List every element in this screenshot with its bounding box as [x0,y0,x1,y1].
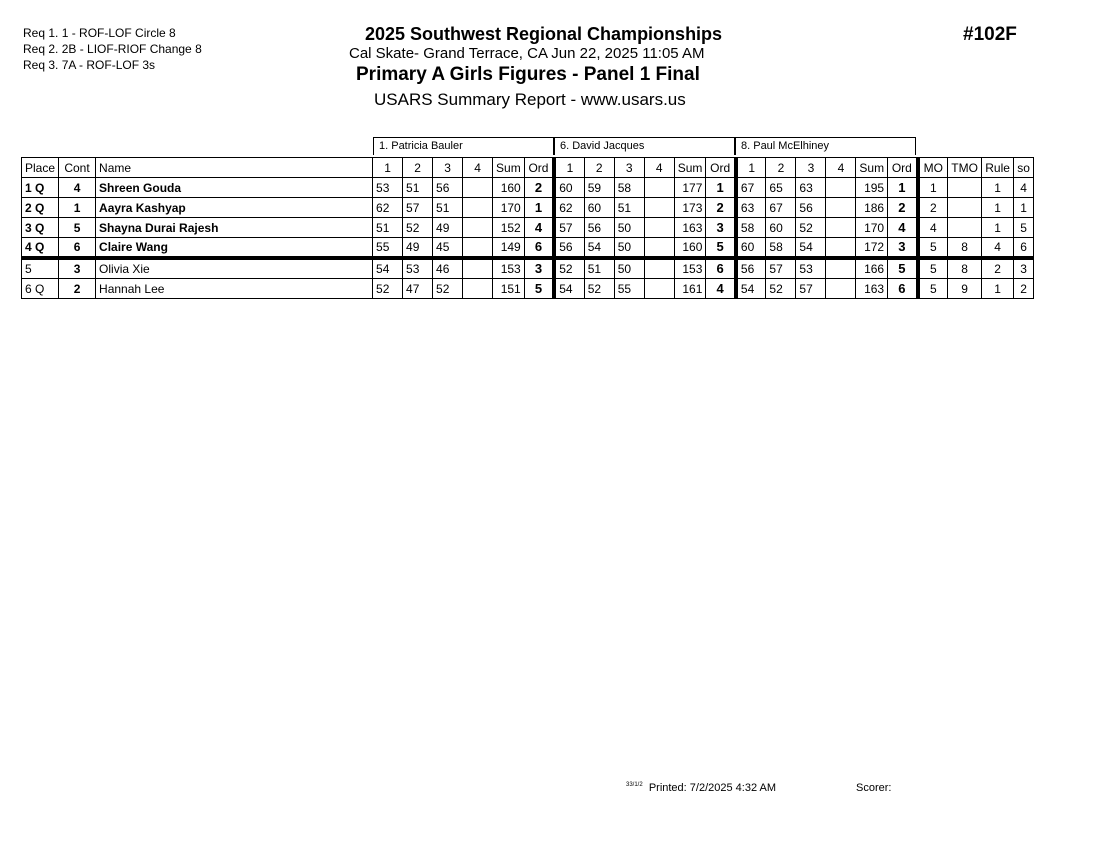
header-mo: MO [918,158,948,178]
printed-line [626,782,776,794]
judge-1-score-4-cell [463,279,493,299]
contestant-number-cell: 6 [59,238,96,259]
judge-2-score-1-cell: 52 [554,258,584,279]
rule-cell: 1 [982,178,1014,198]
judge-2-ordinal-cell: 4 [706,279,736,299]
judge-1-score-2-cell: 57 [403,198,433,218]
so-cell: 3 [1014,258,1034,279]
judge-3-score-4-cell [826,258,856,279]
judge-1-sum-cell: 153 [493,258,525,279]
skater-name-cell: Hannah Lee [96,279,373,299]
printed-timestamp: Printed: 7/2/2025 4:32 AM [648,782,777,794]
header-j2-s3: 3 [614,158,644,178]
skater-name-cell: Olivia Xie [96,258,373,279]
results-table [21,157,1034,299]
table-header-row [22,158,1034,178]
judge-3-score-4-cell [826,279,856,299]
table-row [22,198,1034,218]
judge-2-score-2-cell: 56 [584,218,614,238]
judge-3-score-4-cell [826,178,856,198]
tmo-cell [948,218,982,238]
judge-2-sum-cell: 160 [674,238,706,259]
judge-header-2: 6. David Jacques [554,137,735,155]
judge-1-score-3-cell: 45 [433,238,463,259]
tmo-cell [948,178,982,198]
judge-3-score-3-cell: 53 [796,258,826,279]
judge-3-score-1-cell: 63 [736,198,766,218]
so-cell: 4 [1014,178,1034,198]
header-name: Name [96,158,373,178]
judge-3-score-3-cell: 52 [796,218,826,238]
judge-3-score-2-cell: 58 [766,238,796,259]
judge-3-sum-cell: 170 [856,218,888,238]
judge-3-score-2-cell: 57 [766,258,796,279]
judge-1-ordinal-cell: 5 [524,279,554,299]
judge-2-score-4-cell [644,218,674,238]
header-rule: Rule [982,158,1014,178]
header-j3-sum: Sum [856,158,888,178]
header-j1-ord: Ord [524,158,554,178]
header-j3-s3: 3 [796,158,826,178]
contestant-number-cell: 1 [59,198,96,218]
header-j2-sum: Sum [674,158,706,178]
event-number: #102F [963,24,1017,45]
header-cont: Cont [59,158,96,178]
judge-2-ordinal-cell: 6 [706,258,736,279]
judge-1-score-1-cell: 54 [373,258,403,279]
tmo-cell: 9 [948,279,982,299]
skater-name-cell: Claire Wang [96,238,373,259]
header-j2-s1: 1 [554,158,584,178]
judge-1-sum-cell: 170 [493,198,525,218]
table-row [22,279,1034,299]
so-cell: 2 [1014,279,1034,299]
judge-3-score-3-cell: 56 [796,198,826,218]
judge-1-score-1-cell: 51 [373,218,403,238]
judge-2-score-2-cell: 59 [584,178,614,198]
judge-3-sum-cell: 172 [856,238,888,259]
judge-3-ordinal-cell: 5 [888,258,918,279]
judge-3-ordinal-cell: 6 [888,279,918,299]
judge-1-score-4-cell [463,198,493,218]
judge-3-ordinal-cell: 1 [888,178,918,198]
judge-1-ordinal-cell: 2 [524,178,554,198]
rule-cell: 4 [982,238,1014,259]
header-j3-ord: Ord [888,158,918,178]
judge-1-ordinal-cell: 4 [524,218,554,238]
table-row [22,218,1034,238]
page-code: 33/1/2 [626,782,643,788]
judge-1-score-4-cell [463,218,493,238]
judge-2-score-1-cell: 54 [554,279,584,299]
judge-1-score-4-cell [463,178,493,198]
judge-2-score-2-cell: 54 [584,238,614,259]
judge-1-sum-cell: 151 [493,279,525,299]
judge-3-score-3-cell: 57 [796,279,826,299]
judge-1-score-1-cell: 55 [373,238,403,259]
judge-3-score-4-cell [826,238,856,259]
header-j3-s4: 4 [826,158,856,178]
judge-3-sum-cell: 166 [856,258,888,279]
judge-3-score-1-cell: 56 [736,258,766,279]
rule-cell: 1 [982,198,1014,218]
judge-2-sum-cell: 173 [674,198,706,218]
judge-1-score-2-cell: 52 [403,218,433,238]
contestant-number-cell: 5 [59,218,96,238]
judge-2-sum-cell: 163 [674,218,706,238]
judge-header-3: 8. Paul McElhiney [735,137,916,155]
judge-3-score-2-cell: 65 [766,178,796,198]
judge-3-score-1-cell: 58 [736,218,766,238]
tmo-cell: 8 [948,238,982,259]
so-cell: 1 [1014,198,1034,218]
judge-1-score-2-cell: 51 [403,178,433,198]
judge-2-score-1-cell: 57 [554,218,584,238]
judge-1-ordinal-cell: 6 [524,238,554,259]
judge-3-score-1-cell: 60 [736,238,766,259]
rule-cell: 1 [982,279,1014,299]
rule-cell: 2 [982,258,1014,279]
competition-title: 2025 Southwest Regional Championships [365,24,723,44]
judge-1-score-1-cell: 53 [373,178,403,198]
judge-1-score-3-cell: 52 [433,279,463,299]
judge-2-score-4-cell [644,238,674,259]
judge-2-score-2-cell: 51 [584,258,614,279]
judge-1-score-1-cell: 62 [373,198,403,218]
mo-cell: 2 [918,198,948,218]
judge-1-score-4-cell [463,238,493,259]
requirement-1: Req 1. 1 - ROF-LOF Circle 8 [23,26,176,40]
table-row [22,238,1034,259]
judge-3-score-3-cell: 54 [796,238,826,259]
skater-name-cell: Shreen Gouda [96,178,373,198]
header-j1-s4: 4 [463,158,493,178]
judge-2-sum-cell: 177 [674,178,706,198]
judge-3-sum-cell: 195 [856,178,888,198]
judge-2-score-3-cell: 50 [614,218,644,238]
judge-3-ordinal-cell: 3 [888,238,918,259]
mo-cell: 1 [918,178,948,198]
judge-3-score-4-cell [826,198,856,218]
mo-cell: 5 [918,238,948,259]
judge-3-score-2-cell: 67 [766,198,796,218]
judge-2-score-3-cell: 55 [614,279,644,299]
judge-2-score-3-cell: 50 [614,238,644,259]
judge-1-score-3-cell: 46 [433,258,463,279]
tmo-cell [948,198,982,218]
judge-2-score-4-cell [644,178,674,198]
judge-1-score-2-cell: 47 [403,279,433,299]
judge-1-score-1-cell: 52 [373,279,403,299]
judge-1-sum-cell: 149 [493,238,525,259]
judge-1-score-3-cell: 49 [433,218,463,238]
judge-2-score-4-cell [644,258,674,279]
judge-2-sum-cell: 161 [674,279,706,299]
place-cell: 2 Q [22,198,59,218]
judge-3-sum-cell: 163 [856,279,888,299]
header-j2-ord: Ord [706,158,736,178]
judge-2-score-1-cell: 56 [554,238,584,259]
judge-2-score-2-cell: 52 [584,279,614,299]
judge-3-score-2-cell: 52 [766,279,796,299]
place-cell: 6 Q [22,279,59,299]
requirement-3: Req 3. 7A - ROF-LOF 3s [23,58,156,72]
judge-3-score-2-cell: 60 [766,218,796,238]
requirement-2: Req 2. 2B - LIOF-RIOF Change 8 [23,42,202,56]
place-cell: 3 Q [22,218,59,238]
header-so: so [1014,158,1034,178]
mo-cell: 4 [918,218,948,238]
contestant-number-cell: 2 [59,279,96,299]
mo-cell: 5 [918,258,948,279]
header-j2-s2: 2 [584,158,614,178]
skater-name-cell: Shayna Durai Rajesh [96,218,373,238]
event-title: Primary A Girls Figures - Panel 1 Final [356,64,700,85]
header-j2-s4: 4 [644,158,674,178]
judge-1-score-4-cell [463,258,493,279]
judge-1-ordinal-cell: 1 [524,198,554,218]
judge-3-ordinal-cell: 4 [888,218,918,238]
tmo-cell: 8 [948,258,982,279]
judge-2-score-3-cell: 50 [614,258,644,279]
skater-name-cell: Aayra Kashyap [96,198,373,218]
judge-3-score-4-cell [826,218,856,238]
judge-2-score-4-cell [644,198,674,218]
judge-1-score-3-cell: 51 [433,198,463,218]
place-cell: 1 Q [22,178,59,198]
mo-cell: 5 [918,279,948,299]
table-row [22,258,1034,279]
judge-header-1: 1. Patricia Bauler [373,137,554,155]
judge-2-score-3-cell: 51 [614,198,644,218]
judge-2-score-3-cell: 58 [614,178,644,198]
place-cell: 5 [22,258,59,279]
scorer-label: Scorer: [856,782,892,794]
venue-date: Cal Skate- Grand Terrace, CA Jun 22, 2025 11:05 AM [349,45,705,62]
so-cell: 6 [1014,238,1034,259]
judge-2-ordinal-cell: 2 [706,198,736,218]
report-title: USARS Summary Report - www.usars.us [374,90,686,109]
rule-cell: 1 [982,218,1014,238]
judge-3-ordinal-cell: 2 [888,198,918,218]
judge-2-score-4-cell [644,279,674,299]
judge-2-ordinal-cell: 1 [706,178,736,198]
header-j3-s2: 2 [766,158,796,178]
table-row [22,178,1034,198]
judge-2-score-1-cell: 60 [554,178,584,198]
judge-3-score-3-cell: 63 [796,178,826,198]
judge-3-score-1-cell: 67 [736,178,766,198]
header-tmo: TMO [948,158,982,178]
judge-3-sum-cell: 186 [856,198,888,218]
contestant-number-cell: 3 [59,258,96,279]
judge-1-ordinal-cell: 3 [524,258,554,279]
header-j1-s2: 2 [403,158,433,178]
judge-1-score-2-cell: 53 [403,258,433,279]
header-j3-s1: 1 [736,158,766,178]
judge-2-sum-cell: 153 [674,258,706,279]
judge-1-sum-cell: 152 [493,218,525,238]
judge-2-score-1-cell: 62 [554,198,584,218]
so-cell: 5 [1014,218,1034,238]
judge-1-score-2-cell: 49 [403,238,433,259]
judge-2-score-2-cell: 60 [584,198,614,218]
judge-2-ordinal-cell: 5 [706,238,736,259]
header-j1-s1: 1 [373,158,403,178]
header-j1-sum: Sum [493,158,525,178]
header-j1-s3: 3 [433,158,463,178]
requirements-list [23,25,202,73]
judge-3-score-1-cell: 54 [736,279,766,299]
header-place: Place [22,158,59,178]
place-cell: 4 Q [22,238,59,259]
judge-2-ordinal-cell: 3 [706,218,736,238]
contestant-number-cell: 4 [59,178,96,198]
judge-1-sum-cell: 160 [493,178,525,198]
judge-1-score-3-cell: 56 [433,178,463,198]
